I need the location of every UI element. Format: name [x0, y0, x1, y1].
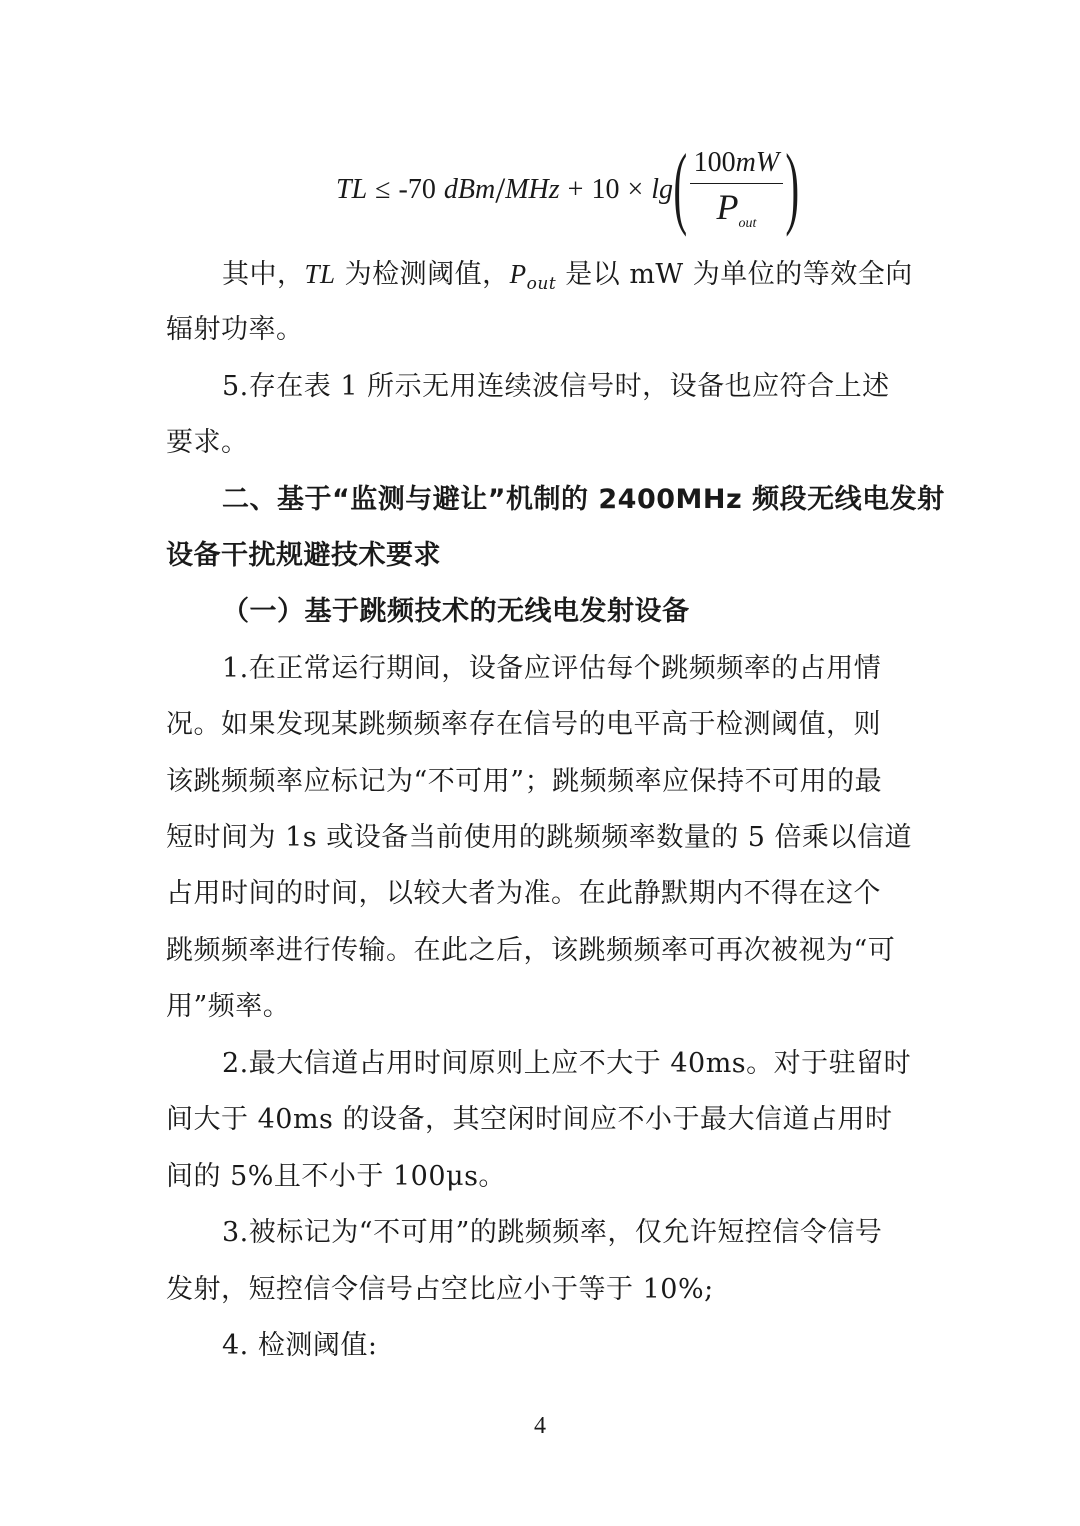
- item3-line1: 3.被标记为“不可用”的跳频频率，仅允许短控信令信号: [222, 1217, 883, 1248]
- subsection-heading: （一）基于跳频技术的无线电发射设备: [222, 596, 690, 627]
- formula-fraction: [690, 147, 784, 232]
- formula-numerator: 100mW: [690, 147, 784, 184]
- section-heading-line2: 设备干扰规避技术要求: [166, 540, 441, 571]
- section-heading-line1: 二、基于“监测与避让”机制的 2400MHz 频段无线电发射: [222, 484, 945, 515]
- item2-line2: 间大于 40ms 的设备，其空闲时间应不小于最大信道占用时: [166, 1104, 893, 1135]
- formula-plus: +: [567, 174, 584, 205]
- formula-left-paren: (: [673, 135, 688, 237]
- item4-line1: 4. 检测阈值:: [222, 1330, 378, 1361]
- item1-line3: 该跳频频率应标记为“不可用”；跳频频率应保持不可用的最: [166, 766, 883, 797]
- item1-line7: 用”频率。: [166, 991, 291, 1022]
- item1-line6: 跳频频率进行传输。在此之后，该跳频频率可再次被视为“可: [166, 935, 896, 966]
- formula-coef: 10: [591, 174, 620, 205]
- formula-unit2: MHz: [505, 174, 560, 205]
- formula-lhs: TL: [336, 174, 368, 205]
- formula-term1: -70: [398, 174, 436, 205]
- item2-line1: 2.最大信道占用时间原则上应不大于 40ms。对于驻留时: [222, 1048, 912, 1079]
- item1-line4: 短时间为 1s 或设备当前使用的跳频频率数量的 5 倍乘以信道: [166, 822, 913, 853]
- formula-leq: ≤: [375, 174, 391, 205]
- item2-line3: 间的 5%且不小于 100μs。: [166, 1161, 506, 1192]
- formula-unit1: dBm: [443, 174, 496, 205]
- para1-line1: 其中，TL 为检测阈值，$P_{out}$ 是以 mW 为单位的等效全向: [222, 259, 913, 294]
- formula-right-paren: ): [785, 135, 800, 237]
- item1-line5: 占用时间的时间，以较大者为准。在此静默期内不得在这个: [166, 878, 881, 909]
- formula-denominator: $P_{out}$: [716, 187, 757, 232]
- threshold-formula: [336, 135, 800, 240]
- para2-line2: 要求。: [166, 427, 249, 458]
- para2-line1: 5.存在表 1 所示无用连续波信号时，设备也应符合上述: [222, 371, 890, 402]
- item3-line2: 发射，短控信令信号占空比应小于等于 10%;: [166, 1274, 714, 1305]
- para1-line2: 辐射功率。: [166, 314, 304, 345]
- formula-func: lg: [651, 174, 674, 205]
- page-number: 4: [534, 1413, 546, 1439]
- item1-line2: 况。如果发现某跳频频率存在信号的电平高于检测阈值，则: [166, 709, 881, 740]
- formula-slash: /: [495, 170, 506, 210]
- formula-times: ×: [627, 174, 644, 205]
- item1-line1: 1.在正常运行期间，设备应评估每个跳频频率的占用情: [222, 653, 882, 684]
